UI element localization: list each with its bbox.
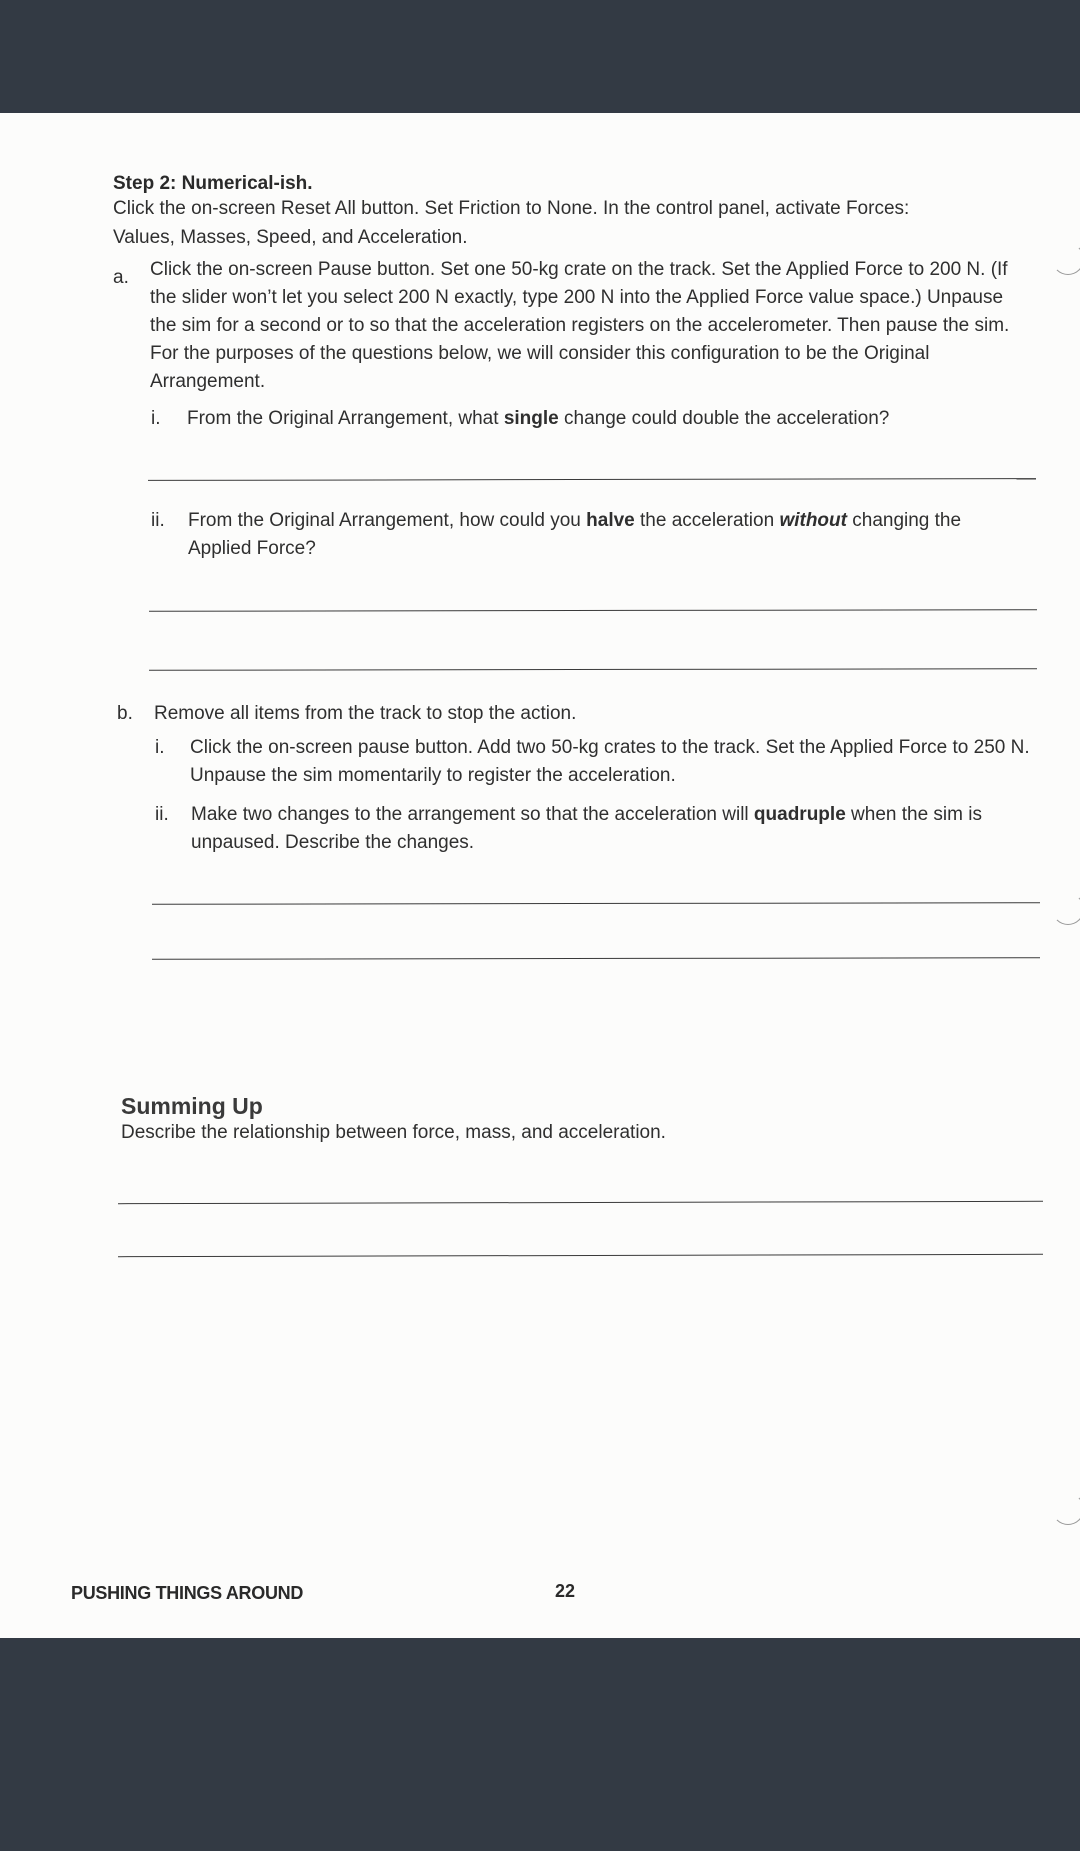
- answer-line-summary-1[interactable]: [118, 1201, 1043, 1204]
- part-a-text: Click the on-screen Pause button. Set one 50-kg crate on the track. Set the Applied Force to 200 N. (If the slider won’t let you select 200 N exactly, type 200 N into the Applied Force value space.) Unpause the sim for a second or to so that the acceleration registers on the accelerometer. Then pause the sim. For the purposes of the questions below, we will consider this configuration to be the Original Arrangement.: [150, 259, 1010, 392]
- part-b-q2-marker: ii.: [155, 804, 169, 825]
- part-b-q1-marker: i.: [155, 737, 165, 758]
- part-a-q1-marker: i.: [151, 408, 161, 429]
- viewer-bottom-bar: [0, 1638, 1080, 1851]
- part-b-q2-emph: quadruple: [753, 804, 846, 825]
- part-a-q2-after: changing the Applied Force?: [188, 510, 962, 559]
- part-a-q2-marker: ii.: [151, 510, 165, 531]
- summing-up-prompt: Describe the relationship between force, mass, and acceleration.: [121, 1122, 666, 1143]
- part-b-q2-text: [191, 801, 1061, 857]
- part-a-q2-emph1: halve: [586, 510, 635, 531]
- part-a-q2-text: [188, 507, 1008, 563]
- part-b-marker: b.: [117, 703, 133, 724]
- part-b-q2-before: Make two changes to the arrangement so that the acceleration will: [191, 804, 754, 825]
- part-a-marker: a.: [113, 267, 129, 288]
- page-number: 22: [555, 1581, 576, 1601]
- part-a-q2-middle: the acceleration: [634, 510, 780, 531]
- document-page: [0, 113, 1080, 1638]
- step-intro: Click the on-screen Reset All button. Set Friction to None. In the control panel, activate Forces: Values, Masses, Speed, and Acceleration.: [113, 198, 910, 248]
- binding-hole-mark: [1052, 893, 1080, 925]
- part-b-q2-after: when the sim is unpaused. Describe the changes.: [191, 804, 982, 853]
- answer-line-a1[interactable]: [148, 478, 1036, 481]
- footer-title: PUSHING THINGS AROUND: [71, 1583, 304, 1603]
- part-b-text: Remove all items from the track to stop the action.: [154, 703, 577, 724]
- part-b-q1-text: Click the on-screen pause button. Add two 50-kg crates to the track. Set the Applied Force to 250 N. Unpause the sim momentarily to register the acceleration.: [190, 737, 1030, 786]
- answer-line-b-1[interactable]: [152, 902, 1040, 905]
- answer-line-summary-2[interactable]: [118, 1254, 1043, 1257]
- summing-up-heading: Summing Up: [121, 1093, 263, 1119]
- part-a-q1-after: change could double the acceleration?: [558, 408, 890, 429]
- part-a-q2-before: From the Original Arrangement, how could you: [188, 510, 587, 531]
- answer-line-b-2[interactable]: [152, 957, 1040, 960]
- binding-hole-mark: [1052, 243, 1080, 275]
- part-a-q2-emph2: without: [779, 510, 847, 531]
- part-a-q1-emph: single: [503, 408, 559, 429]
- step-title: Step 2: Numerical-ish.: [113, 173, 313, 194]
- answer-line-a2-1[interactable]: [149, 609, 1037, 612]
- part-a-q1-before: From the Original Arrangement, what: [187, 408, 504, 429]
- binding-hole-mark: [1052, 1493, 1080, 1525]
- answer-line-a2-2[interactable]: [149, 668, 1037, 671]
- part-a-q1-text: [187, 405, 889, 433]
- viewer-top-bar: [0, 0, 1080, 113]
